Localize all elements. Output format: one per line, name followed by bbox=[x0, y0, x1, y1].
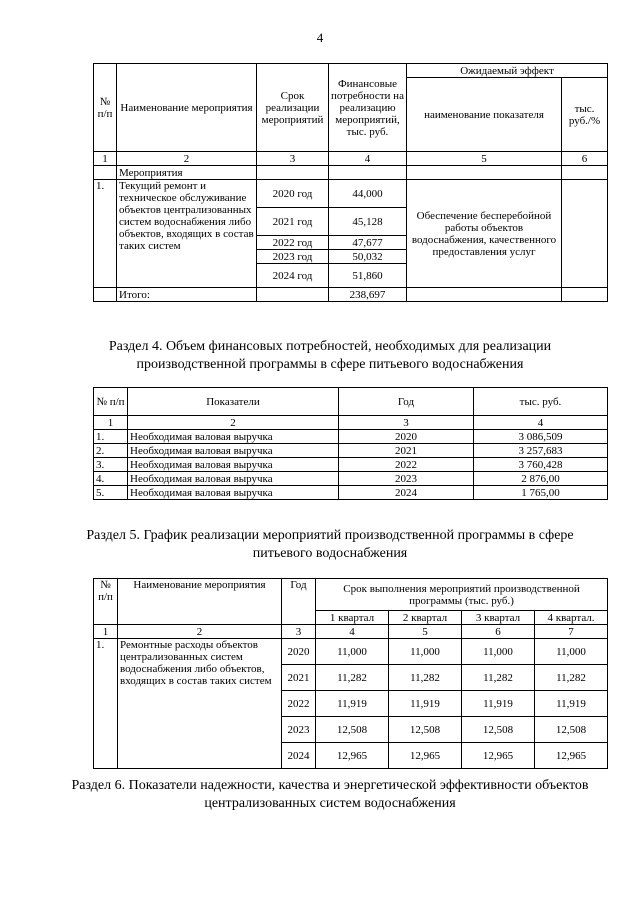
col-number: 1 bbox=[94, 416, 128, 430]
col-number: 3 bbox=[339, 416, 474, 430]
amount-cell: 45,128 bbox=[329, 208, 407, 236]
col-number: 1 bbox=[94, 152, 117, 166]
col-number: 5 bbox=[389, 625, 462, 639]
row-num: 2. bbox=[94, 444, 128, 458]
quarter-cell: 12,508 bbox=[316, 717, 389, 743]
item-effect: Обеспечение бесперебойной работы объектов водоснабжения, качественного предоставления услуг bbox=[407, 180, 562, 288]
col-number: 1 bbox=[94, 625, 118, 639]
header-q3: 3 квартал bbox=[462, 611, 535, 625]
year-cell: 2022 год bbox=[257, 236, 329, 250]
amount-cell: 51,860 bbox=[329, 264, 407, 288]
header-num: № п/п bbox=[94, 64, 117, 152]
item-num: 1. bbox=[94, 180, 117, 288]
year-cell: 2023 год bbox=[257, 250, 329, 264]
item-name: Текущий ремонт и техническое обслуживание объектов централизованных систем водоснабжения либо объектов, входящих в состав таких систем bbox=[117, 180, 257, 288]
col-number: 4 bbox=[474, 416, 608, 430]
row-num: 4. bbox=[94, 472, 128, 486]
page-number: 4 bbox=[316, 30, 324, 45]
header-unit: тыс. руб./% bbox=[562, 78, 608, 152]
col-number: 2 bbox=[117, 152, 257, 166]
col-number: 3 bbox=[282, 625, 316, 639]
header-indicators: Показатели bbox=[128, 388, 339, 416]
quarter-cell: 12,508 bbox=[389, 717, 462, 743]
quarter-cell: 12,965 bbox=[389, 743, 462, 769]
quarter-cell: 12,508 bbox=[535, 717, 608, 743]
header-year: Год bbox=[282, 579, 316, 625]
item-name: Ремонтные расходы объектов централизованных систем водоснабжения либо объектов, входящих в состав таких систем bbox=[118, 639, 282, 769]
quarter-cell: 12,965 bbox=[535, 743, 608, 769]
header-num: № п/п bbox=[94, 388, 128, 416]
header-finance: Финансовые потребности на реализацию мероприятий, тыс. руб. bbox=[329, 64, 407, 152]
quarter-cell: 12,965 bbox=[462, 743, 535, 769]
schedule-table bbox=[93, 578, 608, 769]
row-name: Необходимая валовая выручка bbox=[128, 486, 339, 500]
col-number: 7 bbox=[535, 625, 608, 639]
col-number: 6 bbox=[462, 625, 535, 639]
year-cell: 2020 год bbox=[257, 180, 329, 208]
quarter-cell: 11,919 bbox=[462, 691, 535, 717]
section6-title: Раздел 6. Показатели надежности, качества и энергетической эффективности объектов централизованных систем водоснабжения bbox=[71, 778, 589, 811]
year-cell: 2024 bbox=[282, 743, 316, 769]
header-period: Срок выполнения мероприятий производственной программы (тыс. руб.) bbox=[316, 579, 608, 611]
amount-cell: 47,677 bbox=[329, 236, 407, 250]
row-value: 3 760,428 bbox=[474, 458, 608, 472]
year-cell: 2024 год bbox=[257, 264, 329, 288]
header-q1: 1 квартал bbox=[316, 611, 389, 625]
amount-cell: 50,032 bbox=[329, 250, 407, 264]
section-label: Мероприятия bbox=[117, 166, 257, 180]
header-unit: тыс. руб. bbox=[474, 388, 608, 416]
row-num: 1. bbox=[94, 430, 128, 444]
row-value: 1 765,00 bbox=[474, 486, 608, 500]
quarter-cell: 11,919 bbox=[316, 691, 389, 717]
row-year: 2021 bbox=[339, 444, 474, 458]
quarter-cell: 11,282 bbox=[389, 665, 462, 691]
quarter-cell: 11,000 bbox=[316, 639, 389, 665]
section4-title: Раздел 4. Объем финансовых потребностей, необходимых для реализации производственной программы в сфере питьевого водоснабжения bbox=[108, 339, 552, 372]
activities-table bbox=[93, 63, 608, 302]
year-cell: 2021 bbox=[282, 665, 316, 691]
year-cell: 2022 bbox=[282, 691, 316, 717]
revenue-table bbox=[93, 387, 608, 500]
row-value: 3 086,509 bbox=[474, 430, 608, 444]
section5-title: Раздел 5. График реализации мероприятий производственной программы в сфере питьевого водоснабжения bbox=[86, 528, 574, 561]
row-name: Необходимая валовая выручка bbox=[128, 458, 339, 472]
header-effect: Ожидаемый эффект bbox=[407, 64, 608, 78]
col-number: 5 bbox=[407, 152, 562, 166]
quarter-cell: 11,919 bbox=[389, 691, 462, 717]
row-name: Необходимая валовая выручка bbox=[128, 430, 339, 444]
row-num: 5. bbox=[94, 486, 128, 500]
year-cell: 2021 год bbox=[257, 208, 329, 236]
header-name: Наименование мероприятия bbox=[118, 579, 282, 625]
row-value: 2 876,00 bbox=[474, 472, 608, 486]
row-name: Необходимая валовая выручка bbox=[128, 444, 339, 458]
col-number: 6 bbox=[562, 152, 608, 166]
col-number: 4 bbox=[329, 152, 407, 166]
quarter-cell: 11,282 bbox=[535, 665, 608, 691]
quarter-cell: 11,282 bbox=[462, 665, 535, 691]
header-year: Год bbox=[339, 388, 474, 416]
amount-cell: 44,000 bbox=[329, 180, 407, 208]
row-name: Необходимая валовая выручка bbox=[128, 472, 339, 486]
quarter-cell: 11,282 bbox=[316, 665, 389, 691]
header-name: Наименование мероприятия bbox=[117, 64, 257, 152]
total-value: 238,697 bbox=[329, 288, 407, 302]
quarter-cell: 12,508 bbox=[462, 717, 535, 743]
row-year: 2024 bbox=[339, 486, 474, 500]
col-number: 2 bbox=[118, 625, 282, 639]
row-value: 3 257,683 bbox=[474, 444, 608, 458]
quarter-cell: 12,965 bbox=[316, 743, 389, 769]
header-period: Срок реализации мероприятий bbox=[257, 64, 329, 152]
col-number: 3 bbox=[257, 152, 329, 166]
total-label: Итого: bbox=[117, 288, 257, 302]
quarter-cell: 11,000 bbox=[535, 639, 608, 665]
year-cell: 2023 bbox=[282, 717, 316, 743]
quarter-cell: 11,919 bbox=[535, 691, 608, 717]
header-q4: 4 квартал. bbox=[535, 611, 608, 625]
col-number: 2 bbox=[128, 416, 339, 430]
row-year: 2020 bbox=[339, 430, 474, 444]
row-year: 2023 bbox=[339, 472, 474, 486]
row-num: 3. bbox=[94, 458, 128, 472]
row-year: 2022 bbox=[339, 458, 474, 472]
header-indicator-name: наименование показателя bbox=[407, 78, 562, 152]
quarter-cell: 11,000 bbox=[462, 639, 535, 665]
header-num: № п/п bbox=[94, 579, 118, 625]
header-q2: 2 квартал bbox=[389, 611, 462, 625]
col-number: 4 bbox=[316, 625, 389, 639]
item-num: 1. bbox=[94, 639, 118, 769]
year-cell: 2020 bbox=[282, 639, 316, 665]
quarter-cell: 11,000 bbox=[389, 639, 462, 665]
